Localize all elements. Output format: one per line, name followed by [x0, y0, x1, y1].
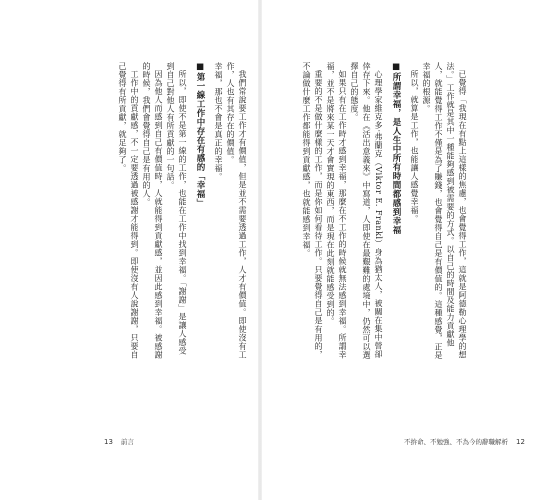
- right-page: [262, 0, 525, 500]
- left-paragraph-2: 幸福，那也不會是真正的幸福。: [214, 62, 223, 181]
- left-paragraph-4: 因為他人而感到自己有價值時，人就能得到貢獻感，並因此感到幸福。被感謝的時候，我們會覺得自己是有用的人。: [142, 62, 163, 359]
- right-paragraph-4: 如果只有在工作時才感到幸福，那麼在不工作的時候就無法感到幸福。所謂幸福，並不是將來某一天才會實現的東西，而是現在此刻就能感受到的。: [326, 62, 347, 359]
- left-page-number: 13: [104, 438, 113, 446]
- right-paragraph-3: 心理學家維克多·弗蘭克（Viktor E. Frankl）身為猶太人，被關在集中營卻倖存下來。他在《活出意義來》中寫道，人即使在最艱難的處境中，仍然可以選擇自己的態度。: [350, 62, 383, 360]
- right-paragraph-2: 所以，就算是工作，也能讓人感覺幸福。: [410, 70, 419, 223]
- left-page-text-block: [94, 62, 248, 360]
- right-section-heading-text: 所謂幸福，是人生中所有時間都感到幸福: [391, 72, 401, 235]
- left-paragraph-5: 工作中的貢獻感，不一定要透過被感謝才能得到。即使沒有人說謝謝，只要自己覺得有所貢獻，就足夠了。: [118, 62, 139, 359]
- right-running-title: 不拚命、不勉強、不為今的辭職解析: [404, 438, 508, 446]
- left-section-heading: [194, 62, 206, 360]
- left-section-label: 前言: [120, 438, 134, 446]
- heading-square-icon: ■: [391, 62, 401, 73]
- right-section-heading: [390, 62, 402, 360]
- right-footer: [404, 437, 533, 446]
- left-footer: [96, 437, 134, 446]
- left-paragraph-3: 所以，即使不是第一線的工作，也能在工作中找到幸福。「謝謝」是讓人感受到自己對他人有所貢獻的一句話。: [166, 62, 187, 355]
- right-paragraph-5: 重要的不是做什麼樣的工作，而是你如何看待工作。只要覺得自己是有用的，不論做什麼工作都能得到貢獻感，也就能感到幸福。: [302, 62, 323, 359]
- right-page-number: 12: [516, 438, 525, 446]
- left-page: [0, 0, 258, 500]
- heading-square-icon: ■: [195, 62, 205, 73]
- left-paragraph-1: 我們常說要工作才有價值，但是並不需要透過工作，人才有價值。即使沒有工作，人也有其存在的價值。: [226, 62, 247, 359]
- left-section-heading-text: 第一線工作中存在有感的「幸福」: [195, 72, 205, 208]
- right-paragraph-1: 已覺得「我現在有點上這樣的焦慮，也會覺得工作，這就是阿德勒心理學的想法。」工作就是其中一種能夠感到被需要的方式。以自己的時間及能力貢獻他人，就能覺得工作不僅是為了賺錢，也會覺得自己是有價值的。這種感覺，正是幸福的根源。: [422, 62, 467, 360]
- right-page-text-block: [262, 62, 468, 360]
